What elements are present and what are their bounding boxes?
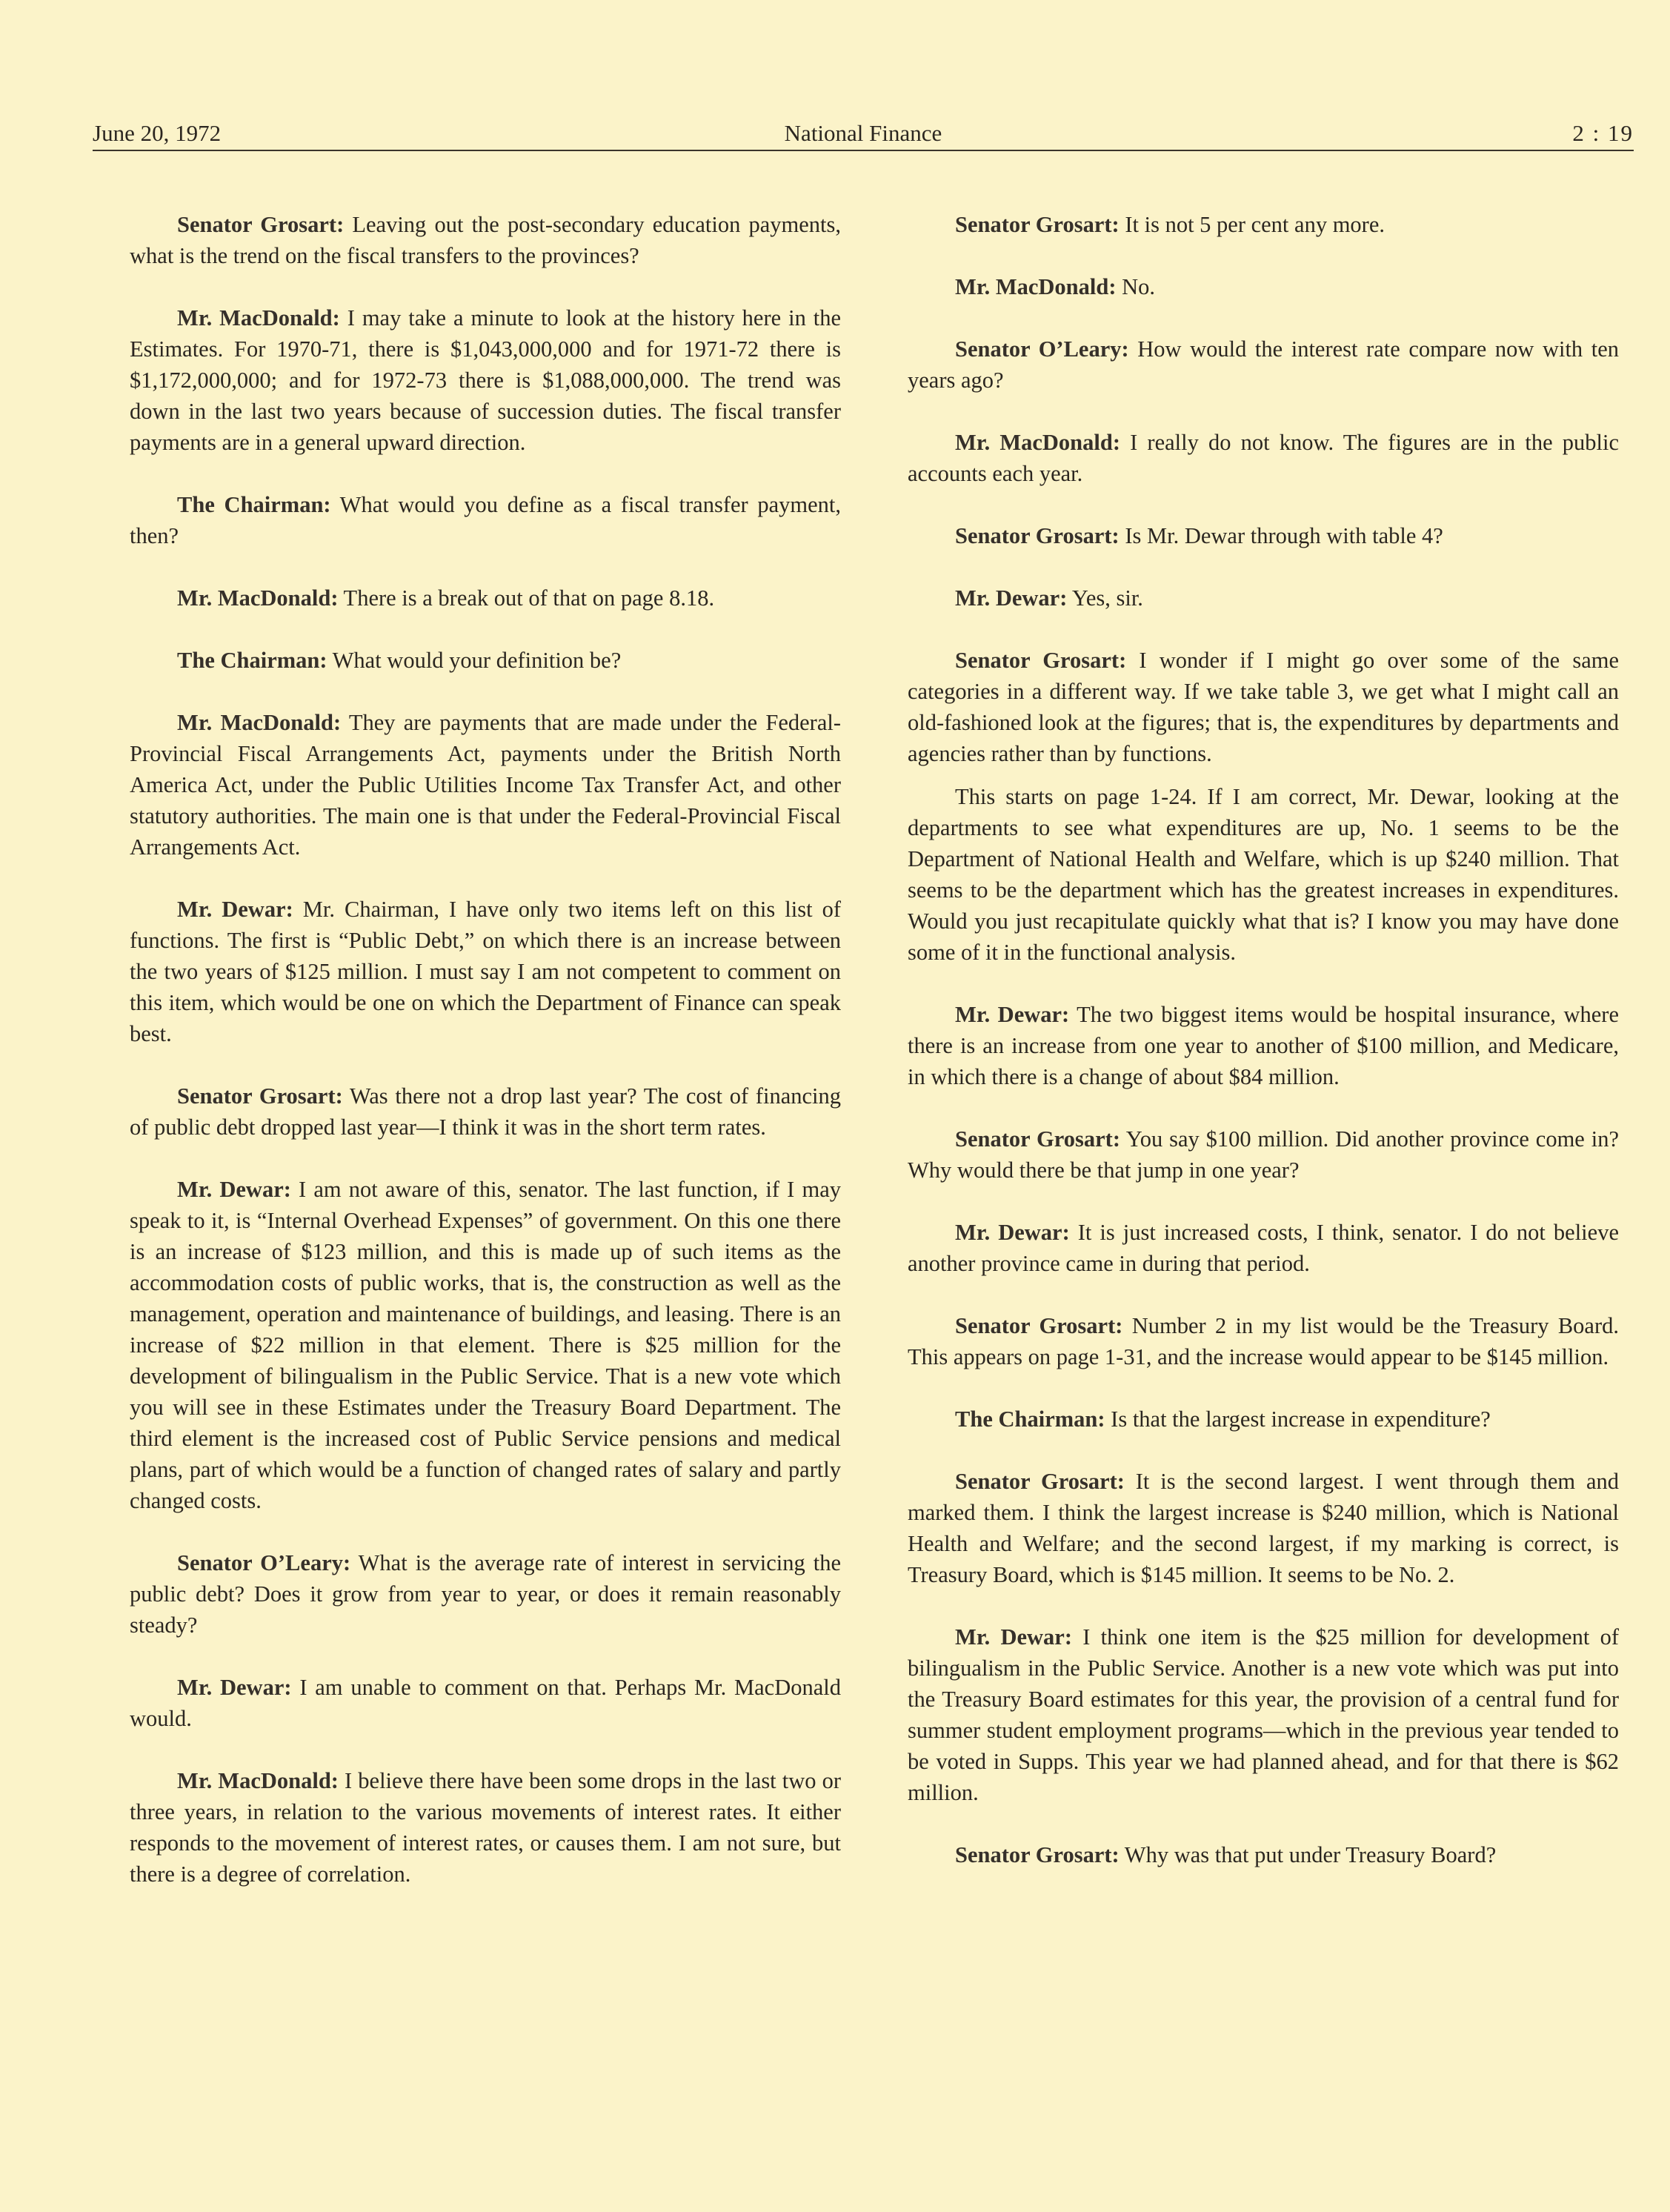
paragraph-text: I believe there have been some drops in the last two or three years, in relation to the various movements of interest rates. It either responds to the movement of interest rates, or causes them. I am not sure, but there is a degree of correlation. [130, 1768, 841, 1887]
transcript-paragraph [130, 1765, 841, 1890]
paragraph-text: The two biggest items would be hospital insurance, where there is an increase from one year to another of $100 million, and Medicare, in which there is a change of about $84 million. [908, 1002, 1619, 1089]
transcript-paragraph [908, 427, 1619, 489]
transcript-paragraph [130, 1174, 841, 1516]
speaker-name: Senator Grosart: [177, 1083, 343, 1109]
paragraph-text: I really do not know. The figures are in the public accounts each year. [908, 430, 1619, 486]
transcript-paragraph [130, 489, 841, 551]
speaker-name: Senator Grosart: [177, 212, 345, 237]
speaker-name: The Chairman: [177, 492, 331, 517]
left-column [130, 209, 841, 1890]
transcript-paragraph [908, 645, 1619, 769]
speaker-name: Senator Grosart: [955, 648, 1127, 673]
speaker-name: The Chairman: [955, 1406, 1105, 1432]
speaker-name: Mr. MacDonald: [177, 305, 340, 331]
header-title: National Finance [784, 120, 942, 146]
transcript-paragraph [908, 333, 1619, 396]
transcript-paragraph [908, 1466, 1619, 1590]
speaker-name: Mr. Dewar: [955, 1624, 1072, 1650]
paragraph-text: It is just increased costs, I think, senator. I do not believe another province came in during that period. [908, 1220, 1619, 1276]
transcript-paragraph [908, 520, 1619, 551]
speaker-name: Mr. MacDonald: [177, 710, 342, 735]
transcript-paragraph [130, 1547, 841, 1641]
transcript-paragraph [908, 1404, 1619, 1435]
speaker-name: Senator Grosart: [955, 1842, 1120, 1867]
transcript-paragraph [130, 894, 841, 1049]
speaker-name: Mr. Dewar: [955, 1220, 1070, 1245]
speaker-name: Senator Grosart: [955, 1313, 1123, 1338]
paragraph-text: What would you define as a fiscal transfer payment, then? [130, 492, 841, 548]
transcript-paragraph [908, 999, 1619, 1092]
paragraph-text: This starts on page 1-24. If I am correct, Mr. Dewar, looking at the departments to see what expenditures are up, No. 1 seems to be the Department of National Health and Welfare, which is up $240 million. That seems to be the department which has the greatest increases in expenditures. Would you just recapitulate quickly what that is? I know you may have done some of it in the functional analysis. [908, 784, 1619, 965]
speaker-name: Senator O’Leary: [177, 1550, 351, 1575]
paragraph-text: Is Mr. Dewar through with table 4? [1119, 523, 1443, 548]
transcript-paragraph [130, 1672, 841, 1734]
transcript-paragraph [908, 1123, 1619, 1186]
paragraph-text: I think one item is the $25 million for development of bilingualism in the Public Service. Another is a new vote which was put into the Treasury Board estimates for this year, the provision of a central fund for summer student employment programs—which in the previous year tended to be voted in Supps. This year we had planned ahead, and for that there is $62 million. [908, 1624, 1619, 1805]
paragraph-text: I wonder if I might go over some of the same categories in a different way. If we take table 3, we get what I might call an old-fashioned look at the figures; that is, the expenditures by departments and agencies rather than by functions. [908, 648, 1619, 766]
paragraph-text: How would the interest rate compare now with ten years ago? [908, 336, 1620, 393]
paragraph-text: There is a break out of that on page 8.18. [338, 585, 715, 611]
speaker-name: Senator Grosart: [955, 212, 1120, 237]
speaker-name: Mr. Dewar: [177, 897, 293, 922]
paragraph-text: Yes, sir. [1067, 585, 1143, 611]
speaker-name: Mr. MacDonald: [955, 430, 1120, 455]
paragraph-text: It is not 5 per cent any more. [1119, 212, 1385, 237]
paragraph-text: Was there not a drop last year? The cost of financing of public debt dropped last year—I think it was in the short term rates. [130, 1083, 841, 1140]
paragraph-text: Mr. Chairman, I have only two items left on this list of functions. The first is “Public Debt,” on which there is an increase between the two years of $125 million. I must say I am not competent to comment on this item, which would be one on which the Department of Finance can speak best. [130, 897, 841, 1046]
paragraph-text: No. [1116, 274, 1156, 299]
transcript-paragraph [908, 1839, 1619, 1870]
speaker-name: Senator Grosart: [955, 523, 1120, 548]
transcript-paragraph [130, 582, 841, 614]
transcript-paragraph [130, 1080, 841, 1143]
transcript-paragraph [130, 707, 841, 863]
transcript-paragraph [908, 271, 1619, 302]
paragraph-text: They are payments that are made under the Federal-Provincial Fiscal Arrangements Act, payments under the British North America Act, under the Public Utilities Income Tax Transfer Act, and other statutory authorities. The main one is that under the Federal-Provincial Fiscal Arrangements Act. [130, 710, 842, 860]
paragraph-text: Why was that put under Treasury Board? [1119, 1842, 1497, 1867]
transcript-paragraph [908, 1217, 1619, 1279]
paragraph-text: I am not aware of this, senator. The last function, if I may speak to it, is “Internal Overhead Expenses” of government. On this one there is an increase of $123 million, and this is made up of such items as the accommodation costs of public works, that is, the construction as well as the management, operation and maintenance of buildings, and leasing. There is an increase of $22 million in that element. There is $25 million for the development of bilingualism in the Public Service. That is a new vote which you will see in these Estimates under the Treasury Board Department. The third element is the increased cost of Public Service pensions and medical plans, part of which would be a function of changed rates of salary and partly changed costs. [130, 1177, 841, 1513]
paragraph-text: What is the average rate of interest in servicing the public debt? Does it grow from year to year, or does it remain reasonably steady? [130, 1550, 842, 1638]
header-page-number: 2 : 19 [1572, 120, 1634, 146]
speaker-name: Mr. Dewar: [177, 1675, 292, 1700]
paragraph-text: I am unable to comment on that. Perhaps Mr. MacDonald would. [130, 1675, 842, 1731]
speaker-name: Mr. MacDonald: [177, 585, 339, 611]
paragraph-text: Leaving out the post-secondary education payments, what is the trend on the fiscal transfers to the provinces? [130, 212, 841, 268]
header-date: June 20, 1972 [93, 120, 222, 146]
transcript-paragraph [908, 582, 1619, 614]
paragraph-text: I may take a minute to look at the history here in the Estimates. For 1970-71, there is $1,043,000,000 and for 1971-72 there is $1,172,000,000; and for 1972-73 there is $1,088,000,000. The trend was down in the last two years because of succession duties. The fiscal transfer payments are in a general upward direction. [130, 305, 842, 455]
transcript-paragraph [908, 209, 1619, 240]
transcript-paragraph [908, 1621, 1619, 1808]
transcript-paragraph [908, 1310, 1619, 1372]
transcript-paragraph [130, 209, 841, 271]
speaker-name: Mr. Dewar: [955, 1002, 1070, 1027]
paragraph-text: Is that the largest increase in expenditure? [1105, 1406, 1491, 1432]
paragraph-text: Number 2 in my list would be the Treasury Board. This appears on page 1-31, and the increase would appear to be $145 million. [908, 1313, 1619, 1369]
speaker-name: Senator Grosart: [955, 1469, 1125, 1494]
speaker-name: The Chairman: [177, 648, 327, 673]
page-header [93, 120, 1634, 151]
paragraph-text: It is the second largest. I went through them and marked them. I think the largest increase is $240 million, which is National Health and Welfare; and the second largest, if my marking is correct, is Treasury Board, which is $145 million. It seems to be No. 2. [908, 1469, 1619, 1587]
transcript-paragraph [130, 302, 841, 458]
paragraph-text: You say $100 million. Did another province come in? Why would there be that jump in one year? [908, 1126, 1619, 1183]
speaker-name: Mr. MacDonald: [177, 1768, 339, 1793]
speaker-name: Mr. Dewar: [955, 585, 1068, 611]
paragraph-text: What would your definition be? [327, 648, 622, 673]
transcript-paragraph [130, 645, 841, 676]
right-column [908, 209, 1619, 1870]
transcript-paragraph [908, 781, 1619, 968]
speaker-name: Senator Grosart: [955, 1126, 1120, 1152]
speaker-name: Senator O’Leary: [955, 336, 1129, 362]
speaker-name: Mr. MacDonald: [955, 274, 1117, 299]
speaker-name: Mr. Dewar: [177, 1177, 291, 1202]
